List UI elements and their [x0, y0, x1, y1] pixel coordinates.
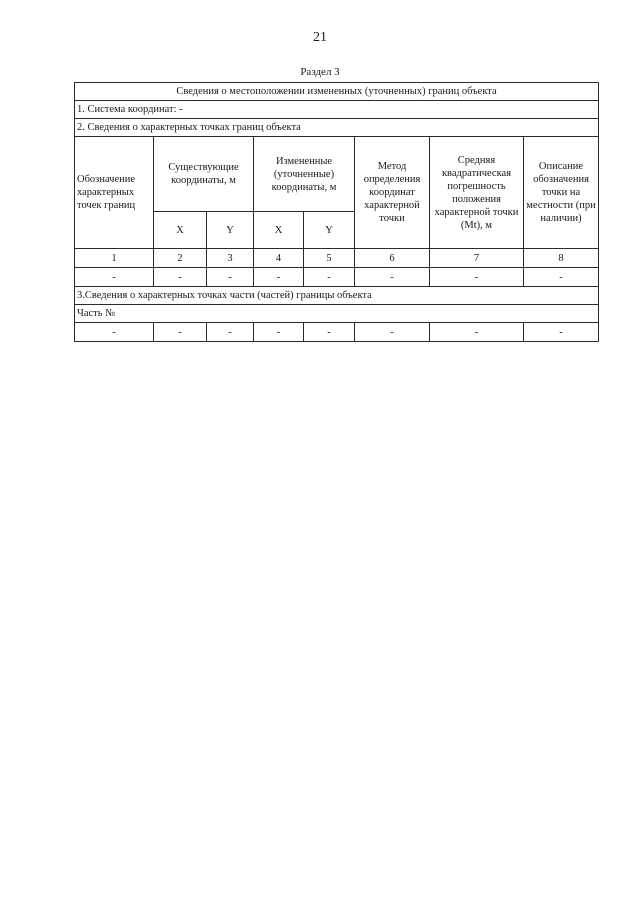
table-cell: -	[207, 268, 254, 287]
page-number: 21	[313, 30, 327, 45]
table-cell: -	[430, 268, 524, 287]
header-existing-coords: Существующие координаты, м	[154, 137, 254, 212]
table-cell: -	[355, 268, 430, 287]
header-changed-x: X	[254, 212, 304, 249]
header-designation: Обозначение характерных точек границ	[75, 137, 154, 249]
table-row	[75, 323, 599, 342]
column-number: 8	[524, 249, 599, 268]
table-cell: -	[355, 323, 430, 342]
table-cell: -	[154, 268, 207, 287]
parts-section-heading: 3.Сведения о характерных точках части (частей) границы объекта	[75, 287, 599, 305]
part-number-label: Часть №	[75, 305, 599, 323]
column-number: 2	[154, 249, 207, 268]
header-description: Описание обозначения точки на местности (при наличии)	[524, 137, 599, 249]
header-error: Средняя квадратическая погрешность положения характерной точки (Mt), м	[430, 137, 524, 249]
table-cell: -	[75, 323, 154, 342]
column-number: 1	[75, 249, 154, 268]
boundary-table	[74, 82, 599, 342]
column-number: 5	[304, 249, 355, 268]
table-cell: -	[207, 323, 254, 342]
table-row	[75, 268, 599, 287]
table-cell: -	[304, 323, 355, 342]
header-method: Метод определения координат характерной точки	[355, 137, 430, 249]
table-cell: -	[304, 268, 355, 287]
column-number: 6	[355, 249, 430, 268]
table-cell: -	[430, 323, 524, 342]
section-title: Раздел 3	[300, 66, 340, 78]
header-changed-y: Y	[304, 212, 355, 249]
header-existing-y: Y	[207, 212, 254, 249]
table-cell: -	[75, 268, 154, 287]
table-cell: -	[524, 323, 599, 342]
column-number-row	[75, 249, 599, 268]
table-cell: -	[254, 268, 304, 287]
table-cell: -	[154, 323, 207, 342]
points-section-heading: 2. Сведения о характерных точках границ объекта	[75, 119, 599, 137]
table-cell: -	[254, 323, 304, 342]
column-number: 3	[207, 249, 254, 268]
column-number: 7	[430, 249, 524, 268]
coord-system-row: 1. Система координат: -	[75, 101, 599, 119]
table-cell: -	[524, 268, 599, 287]
column-number: 4	[254, 249, 304, 268]
header-existing-x: X	[154, 212, 207, 249]
table-title: Сведения о местоположении измененных (уточненных) границ объекта	[75, 83, 599, 101]
header-changed-coords: Измененные (уточненные) координаты, м	[254, 137, 355, 212]
